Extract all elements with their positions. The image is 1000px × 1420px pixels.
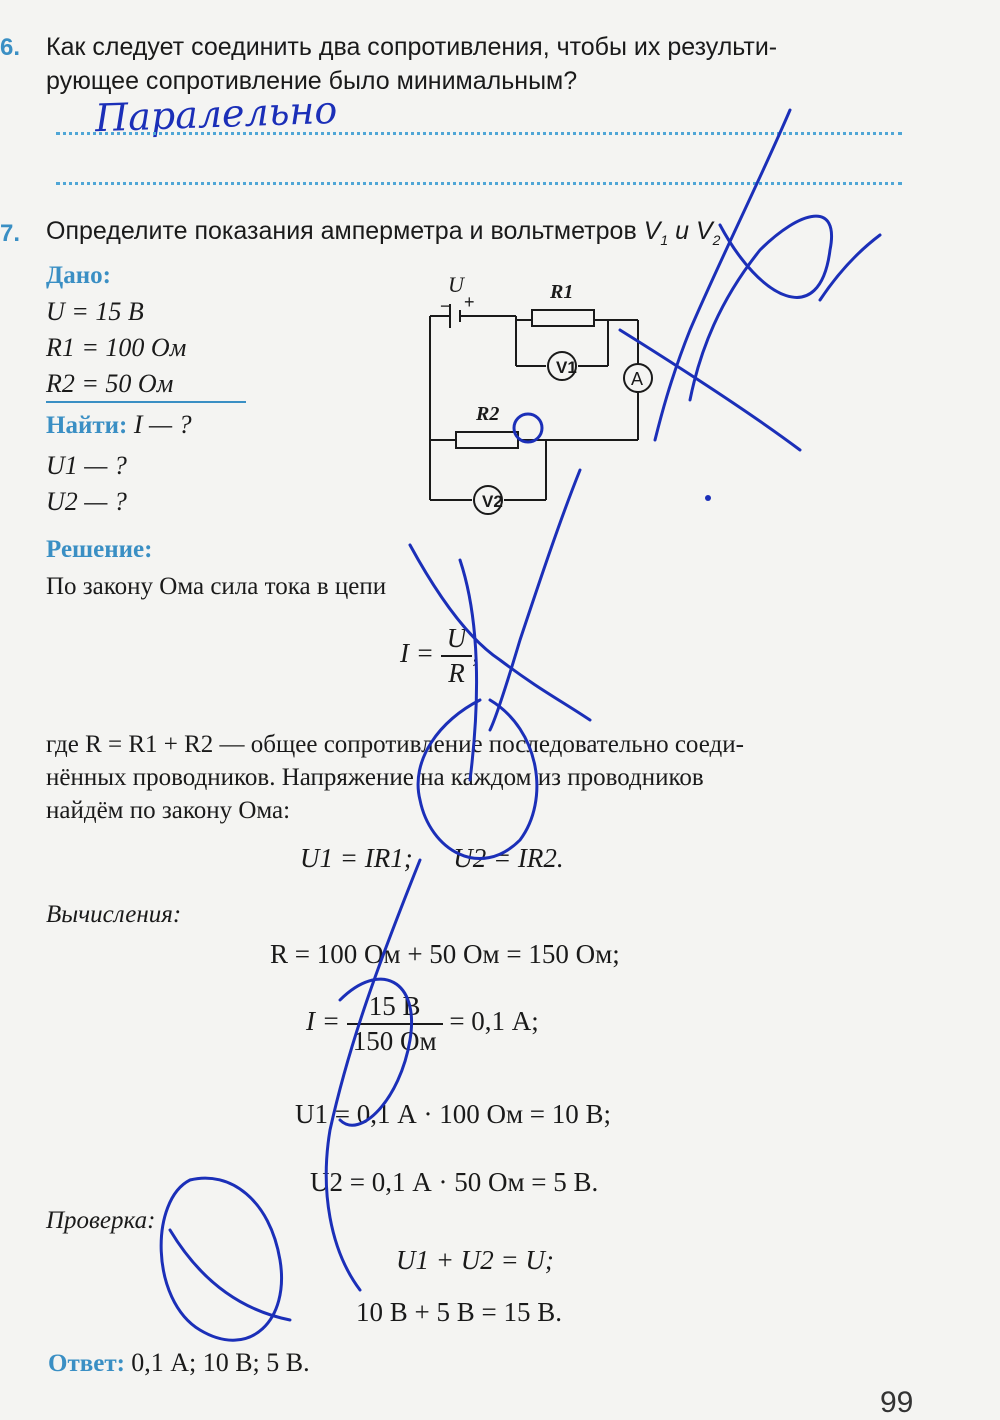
- formula-num: U: [441, 622, 473, 657]
- given-U: U = 15 В: [46, 297, 144, 326]
- handwritten-answer-6: Паралельно: [94, 87, 338, 141]
- formula-ohm-law: I = $\frac{U}{R}$ ,: [400, 623, 479, 688]
- ohm-formulas: U1 = IR1; U2 = IR2.: [300, 843, 564, 873]
- question-6-line1: Как следует соединить два сопротивления, чтобы их результи-: [46, 33, 778, 61]
- question-7-prefix: Определите показания амперметра и вольтметров: [46, 217, 637, 245]
- page-number: 99: [880, 1386, 914, 1419]
- given-title: Дано:: [46, 262, 111, 289]
- label-V2: V2: [482, 492, 503, 511]
- paragraph-line2: нённых проводников. Напряжение на каждом из проводников: [46, 764, 704, 791]
- find-U2: U2 — ?: [46, 487, 127, 516]
- find-title: Найти:: [46, 412, 128, 439]
- plus-sign: +: [464, 292, 475, 312]
- check-title: Проверка:: [46, 1207, 156, 1234]
- answer-text: 0,1 А; 10 В; 5 В.: [131, 1348, 310, 1377]
- voltmeter-symbols: $V_1$ и $V_2$: [643, 217, 721, 248]
- solution-title: Решение:: [46, 536, 153, 563]
- given-R2: R2 = 50 Ом: [46, 369, 174, 398]
- question-6-number: 6.: [0, 34, 21, 61]
- formula-I: I =: [400, 638, 434, 669]
- check-line1: U1 + U2 = U;: [396, 1245, 554, 1275]
- calc-R: R = 100 Ом + 50 Ом = 150 Ом;: [270, 939, 620, 969]
- paragraph-line1: где R = R1 + R2 — общее сопротивление последовательно соеди-: [46, 731, 744, 758]
- calc-I-den: 150 Ом: [352, 1026, 437, 1056]
- check-line2: 10 В + 5 В = 15 В.: [356, 1297, 562, 1327]
- calc-I-num: 15 В: [347, 990, 443, 1025]
- minus-sign: −: [440, 296, 451, 316]
- label-A: A: [631, 369, 644, 389]
- question-7-number: 7.: [0, 220, 21, 247]
- solution-line1: По закону Ома сила тока в цепи: [46, 573, 387, 600]
- label-R1: R1: [550, 281, 574, 303]
- calc-I-right: = 0,1 А;: [449, 1006, 539, 1037]
- label-V1: V1: [556, 358, 577, 377]
- formula-den: R: [448, 658, 465, 688]
- paragraph-line3: найдём по закону Ома:: [46, 797, 291, 824]
- given-R1: R1 = 100 Ом: [46, 333, 187, 362]
- calc-U2: U2 = 0,1 А · 50 Ом = 5 В.: [310, 1167, 599, 1197]
- calc-U1: U1 = 0,1 А · 100 Ом = 10 В;: [295, 1099, 612, 1129]
- label-U: U: [448, 272, 464, 297]
- find-I: I — ?: [133, 410, 192, 439]
- answer-title: Ответ:: [48, 1350, 125, 1377]
- question-6-line2: рующее сопротивление было минимальным?: [46, 67, 578, 95]
- calc-I-left: I =: [306, 1006, 340, 1037]
- find-U1: U1 — ?: [46, 451, 127, 480]
- calc-title: Вычисления:: [46, 901, 182, 928]
- label-R2: R2: [476, 403, 500, 425]
